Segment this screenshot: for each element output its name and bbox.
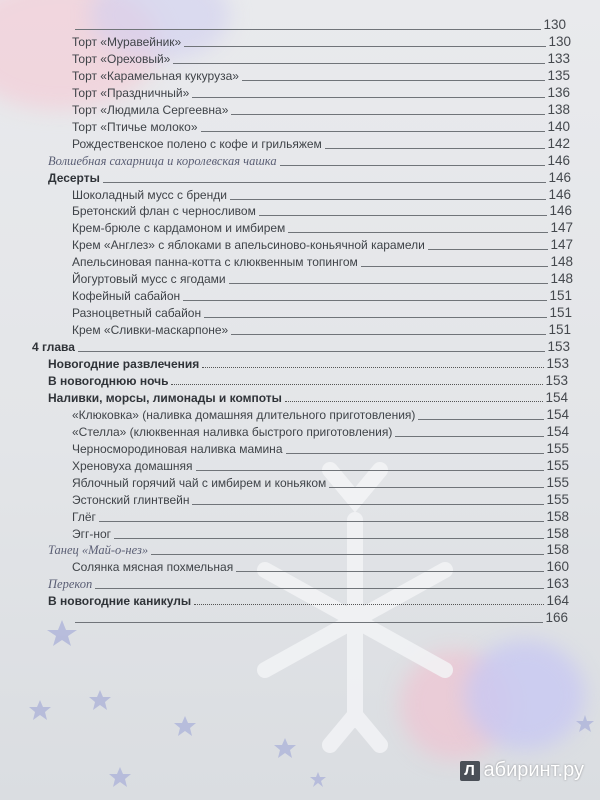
toc-leader-line bbox=[204, 317, 547, 318]
toc-entry bbox=[72, 135, 570, 151]
toc-entry bbox=[48, 152, 570, 168]
toc-entry-page: 151 bbox=[548, 322, 571, 338]
toc-leader-line bbox=[288, 232, 548, 233]
toc-entry bbox=[48, 575, 569, 591]
toc-entry-title: Крем «Англез» с яблоками в апельсиново-коньячной карамели bbox=[72, 238, 425, 253]
toc-entry-title: 4 глава bbox=[32, 340, 75, 355]
toc-entry-title: Крем-брюле с кардамоном и имбирем bbox=[72, 221, 286, 236]
toc-leader-line bbox=[428, 249, 549, 250]
toc-entry-title: Торт «Людмила Сергеевна» bbox=[72, 102, 229, 117]
toc-entry-page: 153 bbox=[546, 356, 569, 371]
toc-entry-page: 154 bbox=[545, 389, 568, 405]
toc-entry-title: Волшебная сахарница и королевская чашка bbox=[48, 153, 277, 168]
toc-entry-page: 155 bbox=[546, 474, 569, 490]
toc-entry bbox=[48, 355, 569, 371]
toc-leader-line bbox=[231, 114, 545, 115]
toc-entry-page: 135 bbox=[547, 67, 570, 83]
toc-entry-page: 148 bbox=[550, 271, 573, 287]
labirint-watermark bbox=[460, 759, 585, 782]
toc-entry-page: 130 bbox=[548, 33, 571, 49]
toc-entry-title: Глёг bbox=[72, 509, 96, 524]
toc-entry-page: 146 bbox=[548, 169, 571, 185]
toc-entry-page: 146 bbox=[547, 152, 570, 168]
toc-entry-title: Шоколадный мусс с бренди bbox=[72, 187, 227, 202]
toc-entry bbox=[72, 304, 572, 320]
toc-leader-line bbox=[325, 148, 546, 149]
toc-leader-line bbox=[418, 419, 544, 420]
toc-leader-line bbox=[171, 384, 543, 385]
toc-leader-line bbox=[202, 367, 544, 368]
toc-entry-page: 158 bbox=[546, 508, 569, 524]
toc-leader-line bbox=[183, 300, 547, 301]
toc-entry bbox=[72, 219, 573, 235]
toc-entry-page: 147 bbox=[550, 220, 573, 236]
toc-leader-line bbox=[99, 521, 545, 522]
toc-entry-title: Разноцветный сабайон bbox=[72, 306, 202, 321]
toc-leader-line bbox=[230, 199, 547, 200]
toc-entry-title: Наливки, морсы, лимонады и компоты bbox=[48, 390, 282, 405]
toc-entry-title: Торт «Праздничный» bbox=[72, 85, 190, 100]
toc-entry bbox=[72, 321, 571, 337]
toc-entry-title: Яблочный горячий чай с имбирем и коньяком bbox=[72, 475, 327, 490]
toc-leader-line bbox=[285, 401, 544, 402]
toc-entry-page: 151 bbox=[549, 288, 572, 304]
watermark-text: абиринт.ру bbox=[483, 759, 584, 781]
toc-entry bbox=[72, 508, 569, 524]
toc-entry bbox=[72, 440, 569, 456]
toc-leader-line bbox=[280, 165, 546, 166]
toc-entry-page: 148 bbox=[550, 254, 573, 270]
toc-leader-line bbox=[242, 80, 546, 81]
toc-entry bbox=[72, 423, 569, 439]
toc-entry bbox=[48, 169, 571, 185]
toc-entry-page: 146 bbox=[549, 203, 572, 219]
toc-entry-title: Торт «Ореховый» bbox=[72, 51, 171, 66]
toc-leader-line bbox=[192, 97, 545, 98]
toc-entry-page: 133 bbox=[547, 50, 570, 66]
toc-entry bbox=[72, 50, 570, 66]
toc-leader-line bbox=[184, 46, 546, 47]
toc-entry-page: 151 bbox=[549, 305, 572, 321]
toc-entry-page: 154 bbox=[546, 406, 569, 422]
toc-leader-line bbox=[75, 29, 541, 30]
toc-entry-page: 154 bbox=[546, 423, 569, 439]
toc-entry bbox=[72, 202, 572, 218]
toc-entry-page: 130 bbox=[543, 17, 566, 32]
toc-entry bbox=[72, 186, 571, 202]
toc-entry bbox=[72, 84, 570, 100]
toc-leader-line bbox=[229, 283, 549, 284]
toc-entry-page: 138 bbox=[547, 101, 570, 117]
toc-leader-line bbox=[236, 571, 544, 572]
toc-entry-title: Перекоп bbox=[48, 577, 93, 592]
toc-entry bbox=[72, 253, 573, 269]
toc-entry-title: Солянка мясная похмельная bbox=[72, 560, 234, 575]
toc-entry-page: 142 bbox=[547, 135, 570, 151]
toc-leader-line bbox=[201, 131, 546, 132]
toc-entry-title: Эстонский глинтвейн bbox=[72, 492, 190, 507]
toc-leader-line bbox=[286, 453, 545, 454]
toc-entry bbox=[72, 457, 569, 473]
labirint-logo-icon: Л bbox=[460, 761, 480, 781]
toc-leader-line bbox=[103, 182, 547, 183]
toc-entry-page: 155 bbox=[546, 440, 569, 456]
toc-entry bbox=[72, 609, 568, 625]
toc-leader-line bbox=[151, 554, 544, 555]
toc-entry-title: Крем «Сливки-маскарпоне» bbox=[72, 323, 229, 338]
toc-entry bbox=[72, 16, 566, 32]
toc-leader-line bbox=[194, 604, 544, 605]
toc-leader-line bbox=[329, 487, 544, 488]
toc-entry bbox=[48, 541, 569, 557]
toc-entry bbox=[72, 101, 570, 117]
toc-leader-line bbox=[75, 622, 543, 623]
toc-entry bbox=[72, 491, 569, 507]
toc-entry-title: Новогодние развлечения bbox=[48, 357, 200, 371]
toc-entry-title: Торт «Птичье молоко» bbox=[72, 119, 198, 134]
toc-entry-page: 155 bbox=[546, 457, 569, 473]
toc-leader-line bbox=[259, 215, 548, 216]
toc-entry-page: 160 bbox=[546, 559, 569, 575]
toc-entry-page: 146 bbox=[548, 186, 571, 202]
toc-leader-line bbox=[78, 351, 546, 352]
toc-leader-line bbox=[361, 266, 549, 267]
toc-entry-title: Бретонский флан с черносливом bbox=[72, 204, 256, 219]
toc-entry-title: «Клюковка» (наливка домашняя длительного приготовления) bbox=[72, 407, 416, 422]
toc-entry-title: «Стелла» (клюквенная наливка быстрого приготовления) bbox=[72, 424, 393, 439]
toc-entry bbox=[72, 406, 569, 422]
toc-entry-title: Черносмородиновая наливка мамина bbox=[72, 441, 283, 456]
toc-entry-title: Танец «Май-о-нез» bbox=[48, 543, 149, 558]
toc-entry bbox=[72, 287, 572, 303]
toc-entry bbox=[48, 372, 568, 388]
toc-entry bbox=[72, 270, 573, 286]
toc-entry bbox=[72, 118, 570, 134]
toc-entry-page: 158 bbox=[546, 542, 569, 558]
toc-entry bbox=[48, 592, 569, 608]
toc-entry bbox=[72, 558, 569, 574]
toc-leader-line bbox=[192, 504, 544, 505]
toc-leader-line bbox=[114, 538, 544, 539]
toc-entry-page: 158 bbox=[546, 525, 569, 541]
toc-entry-page: 153 bbox=[547, 339, 570, 355]
toc-entry-title: Апельсиновая панна-котта с клюквенным топингом bbox=[72, 255, 358, 270]
toc-leader-line bbox=[196, 470, 545, 471]
toc-entry-title: Хреновуха домашняя bbox=[72, 458, 193, 473]
toc-leader-line bbox=[395, 436, 544, 437]
toc-entry bbox=[72, 525, 569, 541]
toc-entry-title: Кофейный сабайон bbox=[72, 289, 181, 304]
toc-entry-page: 136 bbox=[547, 84, 570, 100]
toc-entry-page: 164 bbox=[546, 593, 569, 609]
toc-entry-title: Эгг-ног bbox=[72, 526, 112, 541]
toc-entry-page: 166 bbox=[545, 610, 568, 626]
toc-entry bbox=[72, 67, 570, 83]
toc-entry bbox=[72, 236, 573, 252]
toc-entry-page: 147 bbox=[550, 237, 573, 253]
toc-leader-line bbox=[231, 334, 546, 335]
toc-leader-line bbox=[173, 63, 545, 64]
toc-entry bbox=[48, 389, 568, 405]
toc-entry-page: 140 bbox=[547, 118, 570, 134]
toc-leader-line bbox=[95, 588, 544, 589]
toc-entry-page: 153 bbox=[545, 372, 568, 388]
toc-entry bbox=[72, 33, 571, 49]
toc-entry-page: 155 bbox=[546, 491, 569, 507]
toc-entry-page: 163 bbox=[546, 576, 569, 592]
toc-entry-title: Торт «Карамельная кукуруза» bbox=[72, 68, 239, 83]
toc-entry-title: Десерты bbox=[48, 170, 100, 185]
toc-entry-title: Рождественское полено с кофе и грильяжем bbox=[72, 136, 322, 151]
toc-entry-title: В новогоднюю ночь bbox=[48, 373, 169, 388]
toc-entry bbox=[72, 474, 569, 490]
toc-entry-title: В новогодние каникулы bbox=[48, 594, 192, 609]
toc-entry-title: Торт «Муравейник» bbox=[72, 34, 182, 49]
toc-entry-title: Йогуртовый мусс с ягодами bbox=[72, 272, 226, 287]
toc-entry bbox=[32, 338, 570, 354]
